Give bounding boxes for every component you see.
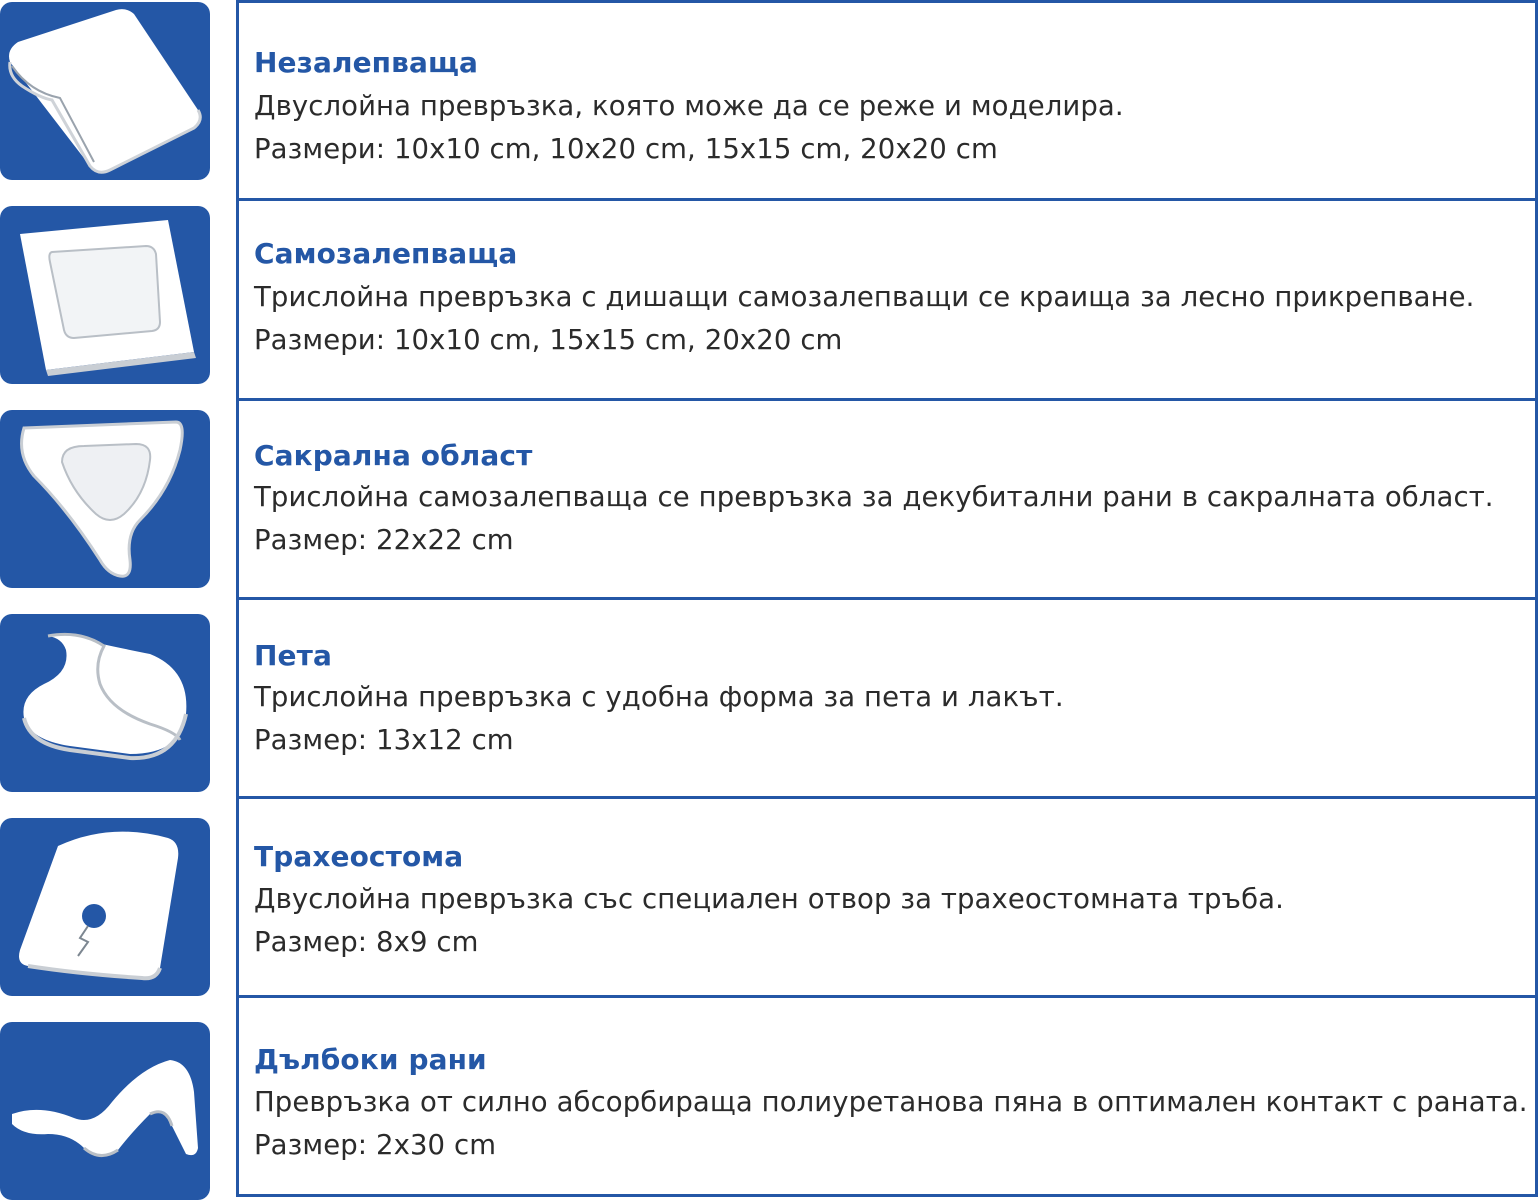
product-title: Дълбоки рани: [254, 1043, 487, 1076]
product-description: Двуслойна превръзка, която може да се реже и моделира.: [254, 90, 1124, 122]
product-description: Превръзка от силно абсорбираща полиуретанова пяна в оптимален контакт с раната.: [254, 1086, 1528, 1118]
product-sizes: Размер: 2x30 cm: [254, 1129, 497, 1161]
product-row: [236, 599, 1538, 797]
product-title: Пета: [254, 639, 332, 672]
product-tile-1: [0, 2, 210, 180]
product-tile-2: [0, 206, 210, 384]
product-title: Трахеостома: [254, 840, 464, 873]
product-row: [236, 997, 1538, 1195]
product-sizes: Размер: 8x9 cm: [254, 926, 479, 958]
product-description: Трислойна превръзка с дишащи самозалепващи се краища за лесно прикрепване.: [254, 281, 1475, 313]
product-row: [236, 798, 1538, 996]
heel-pad-icon: [0, 614, 210, 792]
product-sizes: Размери: 10x10 cm, 15x15 cm, 20x20 cm: [254, 324, 843, 356]
bordered-pad-icon: [0, 206, 210, 384]
product-row: [236, 200, 1538, 398]
product-title: Сакрална област: [254, 439, 533, 472]
product-tile-4: [0, 614, 210, 792]
sacral-pad-icon: [0, 410, 210, 588]
product-sizes: Размер: 13x12 cm: [254, 724, 514, 756]
product-sizes: Размер: 22x22 cm: [254, 524, 514, 556]
product-row: [236, 0, 1538, 198]
product-row: [236, 400, 1538, 598]
product-description: Трислойна самозалепваща се превръзка за декубитални рани в сакралната област.: [254, 481, 1494, 513]
product-tile-5: [0, 818, 210, 996]
product-description: Двуслойна превръзка със специален отвор за трахеостомната тръба.: [254, 883, 1284, 915]
product-tile-3: [0, 410, 210, 588]
product-tile-6: [0, 1022, 210, 1200]
tracheostomy-pad-icon: [0, 818, 210, 996]
square-pad-icon: [0, 2, 210, 180]
product-title: Незалепваща: [254, 46, 478, 79]
product-description: Трислойна превръзка с удобна форма за пета и лакът.: [254, 681, 1064, 713]
product-title: Самозалепваща: [254, 237, 518, 270]
foam-strip-icon: [0, 1022, 210, 1200]
product-sizes: Размери: 10x10 cm, 10x20 cm, 15x15 cm, 20x20 cm: [254, 133, 998, 165]
